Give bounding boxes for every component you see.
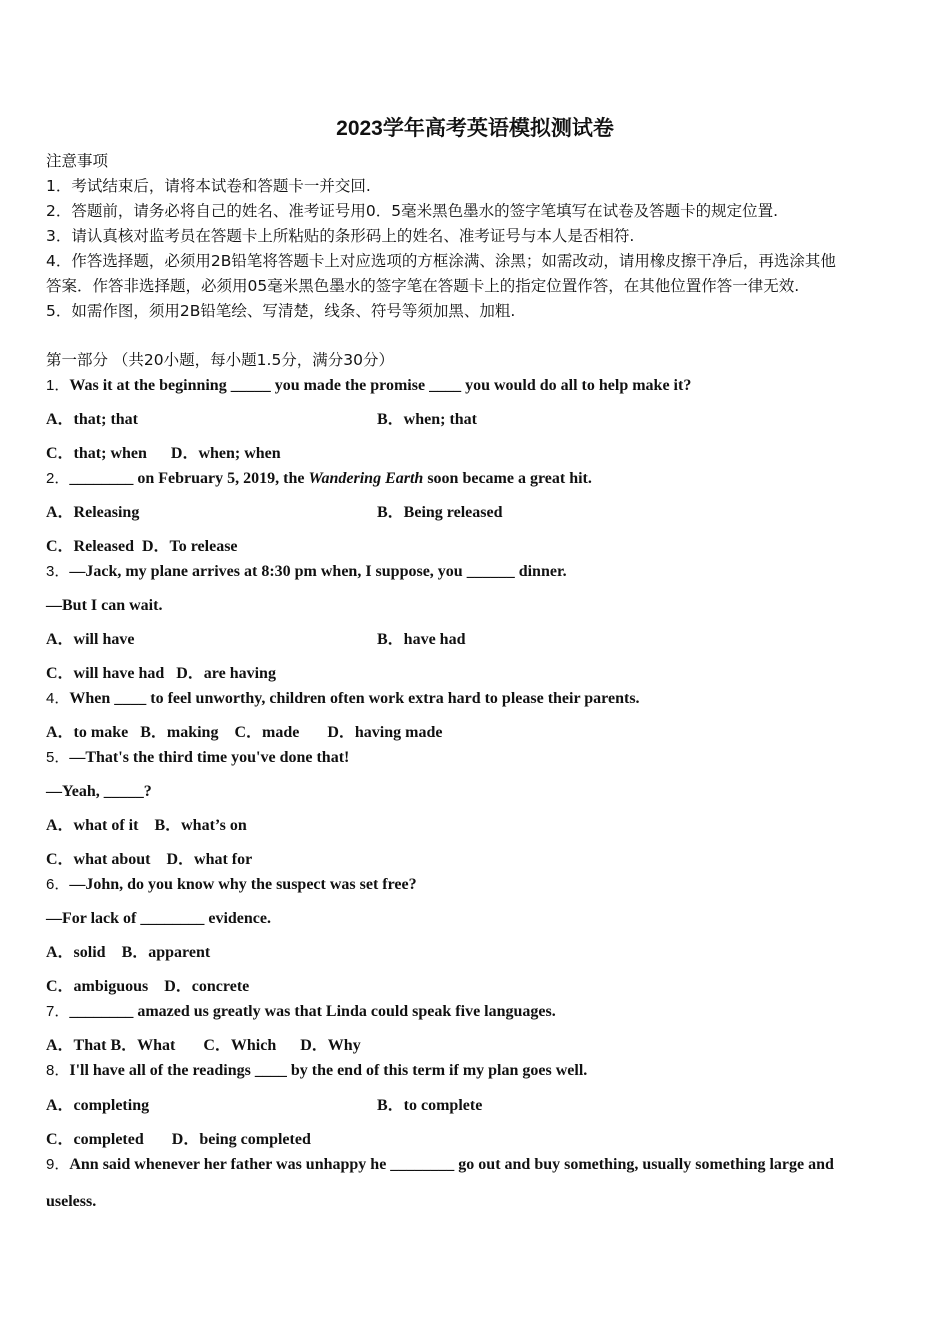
option-cd: C．Released D．To release: [46, 538, 238, 555]
question-number: 5．: [46, 749, 70, 766]
question-8: [46, 1061, 587, 1081]
question-number: 7．: [46, 1003, 70, 1020]
question-number: 4．: [46, 690, 70, 707]
question-5: [46, 748, 349, 768]
option-ab: A．solid B．apparent: [46, 944, 211, 961]
question-9: [46, 1155, 834, 1175]
question-continuation: useless.: [46, 1193, 97, 1210]
question-6: [46, 875, 417, 895]
notice-item: 2．答题前，请务必将自己的姓名、准考证号用0．5毫米黑色墨水的签字笔填写在试卷及答题卡的规定位置.: [46, 202, 779, 220]
notice-item: 5．如需作图，须用2B铅笔绘、写清楚，线条、符号等须加黑、加粗.: [46, 302, 516, 320]
option-b: B．when; that: [377, 411, 478, 428]
notice-item: 3．请认真核对监考员在答题卡上所粘贴的条形码上的姓名、准考证号与本人是否相符.: [46, 227, 635, 245]
question-reply: —For lack of ________ evidence.: [46, 910, 272, 927]
option-b: B．Being released: [377, 504, 503, 521]
question-text: —Jack, my plane arrives at 8:30 pm when, I suppose, you ______ dinner.: [69, 563, 567, 580]
option-cd: C．completed D．being completed: [46, 1131, 311, 1148]
question-italic-title: Wandering Earth: [308, 470, 424, 487]
option-a: A．that; that: [46, 411, 138, 428]
question-text: soon became a great hit.: [423, 470, 592, 487]
option-cd: C．will have had D．are having: [46, 665, 276, 682]
question-3: [46, 562, 567, 582]
option-cd: C．that; when D．when; when: [46, 445, 281, 462]
option-abcd: A．to make B．making C．made D．having made: [46, 724, 443, 741]
question-2: [46, 469, 592, 489]
option-a: A．Releasing: [46, 504, 140, 521]
option-ab: A．what of it B．what’s on: [46, 817, 247, 834]
option-b: B．to complete: [377, 1097, 483, 1114]
page-title: 2023学年高考英语模拟测试卷: [336, 117, 614, 140]
question-4: [46, 689, 640, 709]
notice-item: 答案．作答非选择题，必须用05毫米黑色墨水的签字笔在答题卡上的指定位置作答，在其他位置作答一律无效.: [46, 277, 800, 295]
question-number: 8．: [46, 1062, 70, 1079]
question-reply: —Yeah, _____?: [46, 783, 152, 800]
question-number: 2．: [46, 470, 70, 487]
question-number: 6．: [46, 876, 70, 893]
question-text: Was it at the beginning _____ you made the promise ____ you would do all to help make it?: [69, 377, 692, 394]
option-b: B．have had: [377, 631, 466, 648]
question-1: [46, 376, 691, 396]
question-text: —John, do you know why the suspect was set free?: [69, 876, 417, 893]
question-text: I'll have all of the readings ____ by the end of this term if my plan goes well.: [69, 1062, 588, 1079]
question-text: ________ on February 5, 2019, the: [69, 470, 309, 487]
notice-item: 1．考试结束后，请将本试卷和答题卡一并交回.: [46, 177, 371, 195]
question-number: 1．: [46, 377, 70, 394]
question-text: ________ amazed us greatly was that Linda could speak five languages.: [69, 1003, 556, 1020]
option-abcd: A．That B．What C．Which D．Why: [46, 1037, 361, 1054]
notice-item: 4．作答选择题，必须用2B铅笔将答题卡上对应选项的方框涂满、涂黑；如需改动，请用橡皮擦干净后，再选涂其他: [46, 252, 836, 270]
section-heading: 第一部分 （共20小题，每小题1.5分，满分30分）: [46, 351, 395, 369]
option-cd: C．ambiguous D．concrete: [46, 978, 250, 995]
question-number: 3．: [46, 563, 70, 580]
question-number: 9．: [46, 1156, 70, 1173]
option-a: A．completing: [46, 1097, 150, 1114]
question-text: —That's the third time you've done that!: [69, 749, 350, 766]
notice-heading: 注意事项: [46, 152, 109, 170]
question-reply: —But I can wait.: [46, 597, 163, 614]
question-text: Ann said whenever her father was unhappy he ________ go out and buy something, usually something large and: [69, 1156, 834, 1173]
option-cd: C．what about D．what for: [46, 851, 253, 868]
question-7: [46, 1002, 556, 1022]
option-a: A．will have: [46, 631, 135, 648]
question-text: When ____ to feel unworthy, children often work extra hard to please their parents.: [69, 690, 640, 707]
